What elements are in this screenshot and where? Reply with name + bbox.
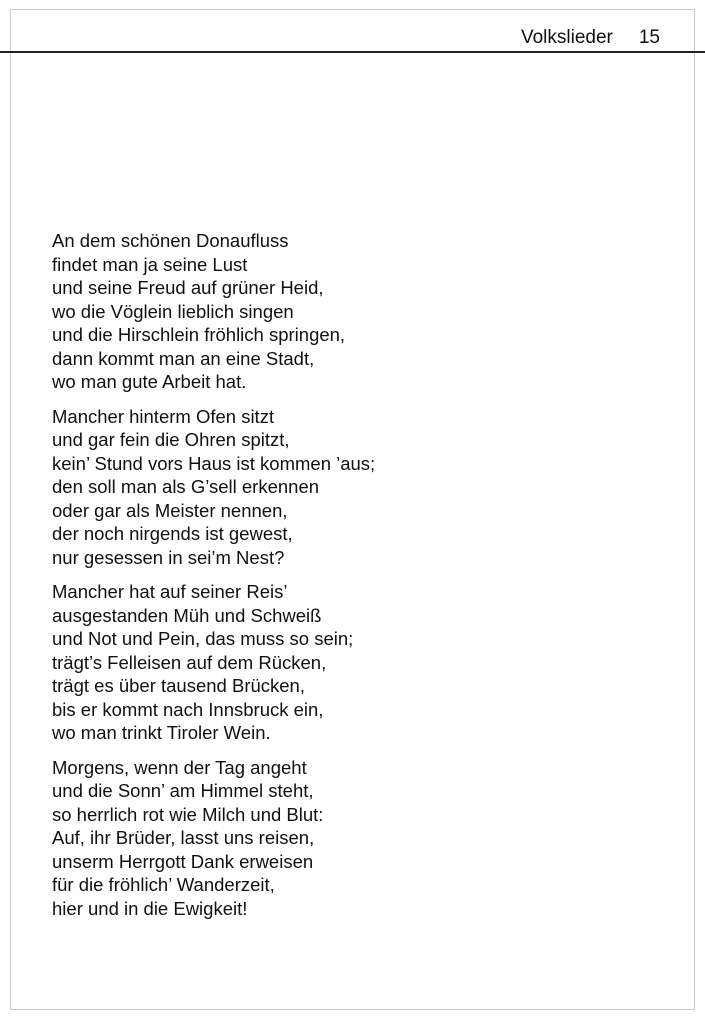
- poem-line: dann kommt man an eine Stadt,: [52, 347, 315, 369]
- poem-line: den soll man als G’sell erkennen: [52, 476, 320, 497]
- poem-line: kein’ Stund vors Haus ist kommen ’aus;: [52, 452, 376, 474]
- running-header: [521, 26, 660, 50]
- poem-line: für die fröhlich’ Wanderzeit,: [52, 874, 275, 895]
- poem-line: so herrlich rot wie Milch und Blut:: [52, 803, 324, 825]
- poem-line: wo die Vöglein lieblich singen: [52, 300, 294, 322]
- poem-line: trägt’s Felleisen auf dem Rücken,: [52, 651, 327, 673]
- stanza: [52, 229, 375, 394]
- poem-line: und die Sonn’ am Himmel steht,: [52, 780, 314, 801]
- header-title: Volkslieder: [520, 27, 613, 48]
- poem-line: Mancher hinterm Ofen sitzt: [52, 405, 275, 427]
- poem: [52, 229, 375, 931]
- poem-line: An dem schönen Donaufluss: [52, 230, 289, 251]
- poem-line: hier und in die Ewigkeit!: [52, 897, 248, 919]
- poem-line: und die Hirschlein fröhlich springen,: [52, 324, 346, 345]
- header-rule: [0, 51, 705, 53]
- poem-line: Auf, ihr Brüder, lasst uns reisen,: [52, 827, 315, 848]
- poem-line: Mancher hat auf seiner Reis’: [52, 581, 288, 602]
- poem-line: und Not und Pein, das muss so sein;: [52, 628, 354, 649]
- poem-line: wo man trinkt Tiroler Wein.: [52, 722, 271, 743]
- stanza: [52, 580, 375, 745]
- poem-line: wo man gute Arbeit hat.: [52, 371, 247, 392]
- poem-line: nur gesessen in sei’m Nest?: [52, 546, 285, 568]
- poem-line: trägt es über tausend Brücken,: [52, 675, 305, 696]
- poem-line: der noch nirgends ist gewest,: [52, 523, 293, 544]
- poem-line: bis er kommt nach Innsbruck ein,: [52, 698, 324, 720]
- poem-line: Morgens, wenn der Tag angeht: [52, 756, 307, 778]
- poem-line: und gar fein die Ohren spitzt,: [52, 429, 290, 450]
- poem-line: oder gar als Meister nennen,: [52, 499, 288, 521]
- stanza: [52, 405, 375, 570]
- poem-line: findet man ja seine Lust: [52, 253, 248, 275]
- poem-line: unserm Herrgott Dank erweisen: [52, 850, 314, 872]
- poem-line: ausgestanden Müh und Schweiß: [52, 604, 322, 626]
- poem-line: und seine Freud auf grüner Heid,: [52, 277, 324, 298]
- stanza: [52, 756, 375, 921]
- page-number: 15: [638, 27, 660, 48]
